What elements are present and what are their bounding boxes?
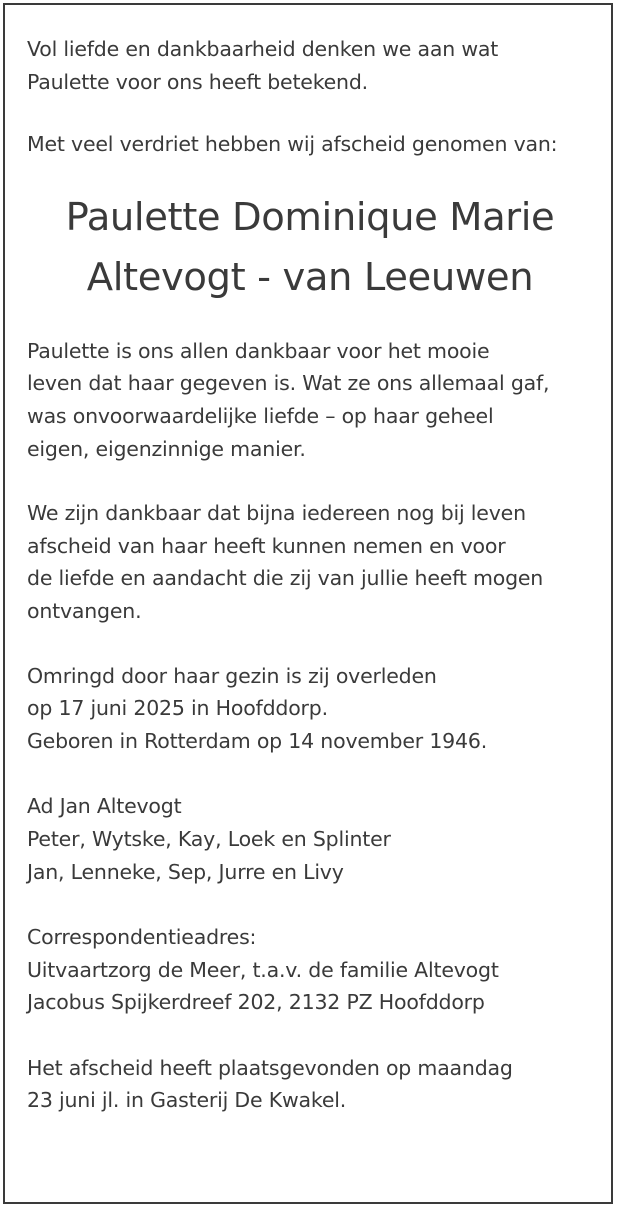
- farewell-line: Het afscheid heeft plaatsgevonden op maandag: [27, 1055, 513, 1080]
- family-line: Ad Jan Altevogt: [27, 794, 182, 819]
- paragraph-line: leven dat haar gegeven is. Wat ze ons allemaal gaf,: [27, 371, 550, 396]
- paragraph-line: eigen, eigenzinnige manier.: [27, 436, 306, 461]
- death-details-line: Omringd door haar gezin is zij overleden: [27, 663, 437, 688]
- announcement-line: Met veel verdriet hebben wij afscheid genomen van:: [27, 132, 558, 157]
- farewell-line: 23 juni jl. in Gasterij De Kwakel.: [27, 1088, 347, 1113]
- obituary-content: [27, 33, 597, 1117]
- obituary-frame: [3, 3, 613, 1204]
- paragraph-line: Paulette is ons allen dankbaar voor het mooie: [27, 338, 490, 363]
- intro-line: Paulette voor ons heeft betekend.: [27, 69, 368, 94]
- family-line: Jan, Lenneke, Sep, Jurre en Livy: [27, 859, 344, 884]
- farewell-info: [27, 1052, 597, 1117]
- deceased-name-line: Altevogt - van Leeuwen: [86, 254, 534, 300]
- correspondence-line: Jacobus Spijkerdreef 202, 2132 PZ Hoofddorp: [27, 990, 485, 1015]
- paragraph-line: de liefde en aandacht die zij van jullie heeft mogen: [27, 566, 544, 591]
- intro-text: [27, 33, 597, 98]
- farewell-thanks-paragraph: [27, 497, 597, 627]
- family-list: [27, 790, 597, 888]
- death-details-line: Geboren in Rotterdam op 14 november 1946.: [27, 728, 488, 753]
- correspondence-line: Uitvaartzorg de Meer, t.a.v. de familie Altevogt: [27, 957, 499, 982]
- paragraph-line: ontvangen.: [27, 598, 142, 623]
- paragraph-line: We zijn dankbaar dat bijna iedereen nog bij leven: [27, 501, 526, 526]
- intro-line: Vol liefde en dankbaarheid denken we aan wat: [27, 37, 499, 61]
- death-details: [27, 660, 597, 758]
- deceased-name-line: Paulette Dominique Marie: [65, 194, 555, 240]
- correspondence-address: [27, 921, 597, 1019]
- death-details-line: op 17 juni 2025 in Hoofddorp.: [27, 696, 328, 721]
- family-line: Peter, Wytske, Kay, Loek en Splinter: [27, 826, 391, 851]
- gratitude-paragraph: [27, 335, 597, 465]
- correspondence-line: Correspondentieadres:: [27, 925, 257, 950]
- deceased-name: [27, 188, 597, 308]
- paragraph-line: was onvoorwaardelijke liefde – op haar geheel: [27, 403, 494, 428]
- paragraph-line: afscheid van haar heeft kunnen nemen en voor: [27, 533, 506, 558]
